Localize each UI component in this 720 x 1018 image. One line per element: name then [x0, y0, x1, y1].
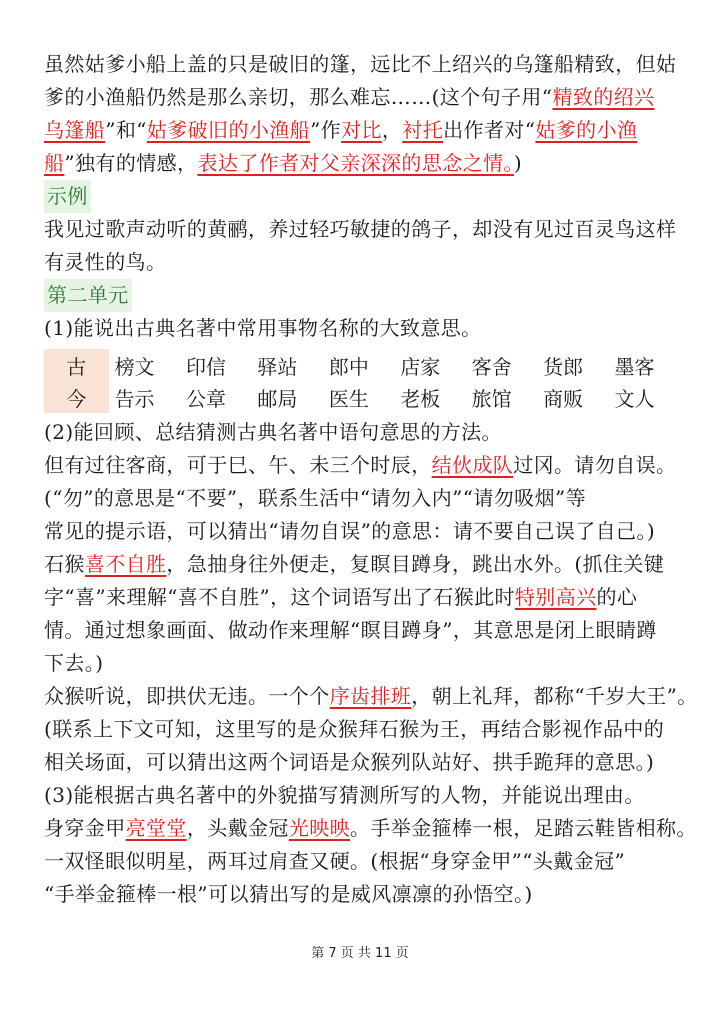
text-line — [44, 581, 680, 614]
highlighted-text: 序齿排班 — [329, 684, 412, 708]
highlighted-text: 精致的绍兴 — [552, 85, 655, 109]
word-cell: 郎中 — [328, 354, 369, 379]
text-segment: 。手举金箍棒一根，足踏云鞋皆相称。 — [350, 816, 697, 840]
ancient-modern-word-table — [44, 349, 680, 413]
highlighted-text: 特别高兴 — [514, 585, 597, 609]
text-line — [44, 81, 680, 114]
text-segment: 出作者对“ — [443, 118, 536, 142]
highlighted-text: 姑爹的小渔 — [535, 118, 638, 142]
highlighted-text: 结伙成队 — [431, 453, 514, 477]
word-cell: 文人 — [614, 386, 655, 411]
text-line — [44, 312, 680, 345]
text-segment: (1)能说出古典名著中常用事物名称的大致意思。 — [44, 316, 482, 340]
text-line — [44, 482, 680, 515]
word-cell: 印信 — [185, 354, 226, 379]
text-segment: 虽然姑爹小船上盖的只是破旧的篷，远比不上绍兴的乌篷船精致，但姑 — [44, 52, 677, 76]
text-segment: 过冈。请勿自误。 — [513, 453, 677, 477]
word-cell: 邮局 — [257, 386, 298, 411]
highlighted-text: 亮堂堂 — [125, 816, 187, 840]
text-segment: 爹的小渔船仍然是那么亲切，那么难忘……(这个句子用“ — [44, 85, 553, 109]
text-segment: 下去。) — [44, 651, 104, 675]
text-line — [44, 48, 680, 81]
text-segment: (2)能回顾、总结猜测古典名著中语句意思的方法。 — [44, 420, 502, 444]
text-line — [44, 647, 680, 680]
text-segment: 众猴听说，即拱伏无违。一个个 — [44, 684, 330, 708]
text-line — [44, 246, 680, 279]
text-segment: “手举金箍棒一根”可以猜出写的是威风凛凛的孙悟空。) — [44, 882, 533, 906]
highlighted-text: 姑爹破旧的小渔船 — [146, 118, 311, 142]
paragraph-example — [44, 213, 680, 279]
text-line — [44, 614, 680, 647]
word-table-row — [44, 381, 680, 413]
word-cell: 旅馆 — [471, 386, 512, 411]
text-line — [44, 779, 680, 812]
text-segment: (“勿”的意思是“不要”，联系生活中“请勿入内”“请勿吸烟”等 — [44, 486, 586, 510]
text-segment: ”和“ — [105, 118, 147, 142]
highlighted-text: 衬托 — [402, 118, 444, 142]
highlighted-text: 船 — [44, 151, 65, 175]
page-content — [44, 48, 698, 911]
heading-unit-row — [44, 279, 680, 312]
text-line — [44, 548, 680, 581]
row-label: 古 — [44, 349, 109, 381]
text-segment: ”独有的情感， — [64, 151, 198, 175]
heading-example-row — [44, 180, 680, 213]
word-cell: 店家 — [400, 354, 441, 379]
text-segment: 我见过歌声动听的黄鹂，养过轻巧敏捷的鸽子，却没有见过百灵鸟这样 — [44, 217, 677, 241]
text-segment: 常见的提示语，可以猜出“请勿自误”的意思：请不要自己误了自己。) — [44, 519, 656, 543]
text-segment: (联系上下文可知，这里写的是众猴拜石猴为王，再结合影视作品中的 — [44, 717, 665, 741]
text-segment: 一双怪眼似明星，两耳过肩查又硬。(根据“身穿金甲”“头戴金冠” — [44, 849, 626, 873]
text-segment: 字“喜”来理解“喜不自胜”，这个词语写出了石猴此时 — [44, 585, 515, 609]
text-segment: 有灵性的鸟。 — [44, 250, 167, 274]
text-segment: 身穿金甲 — [44, 816, 126, 840]
word-cell: 老板 — [400, 386, 441, 411]
word-cell: 驿站 — [257, 354, 298, 379]
heading-unit-two: 第二单元 — [44, 279, 132, 312]
text-line — [44, 114, 680, 147]
highlighted-text: 光映映 — [288, 816, 351, 840]
text-segment: ，急抽身往外便走，复瞑目蹲身，跳出水外。(抓住关键 — [166, 552, 665, 576]
text-segment: ，头戴金冠 — [186, 816, 289, 840]
text-segment: 石猴 — [44, 552, 85, 576]
text-line — [44, 812, 697, 845]
word-table-row — [44, 349, 680, 381]
word-cell: 医生 — [328, 386, 369, 411]
highlighted-text: 表达了作者对父亲深深的思念之情。 — [197, 151, 514, 175]
text-line — [44, 147, 680, 180]
word-cell: 商贩 — [543, 386, 584, 411]
paragraph-methods — [44, 416, 698, 911]
paragraph-boat — [44, 48, 680, 180]
text-line — [44, 845, 680, 878]
point-one — [44, 312, 680, 345]
text-segment: (3)能根据古典名著中的外貌描写猜测所写的人物，并能说出理由。 — [44, 783, 645, 807]
word-cell: 告示 — [114, 386, 155, 411]
word-cell: 榜文 — [114, 354, 155, 379]
text-line — [44, 515, 680, 548]
text-segment: ，朝上礼拜，都称“千岁大王”。 — [411, 684, 698, 708]
text-line — [44, 746, 680, 779]
word-cell: 客舍 — [471, 354, 512, 379]
word-cell: 墨客 — [614, 354, 655, 379]
highlighted-text: 乌篷船 — [44, 118, 106, 142]
word-cell: 货郎 — [543, 354, 584, 379]
text-segment: 的心 — [596, 585, 638, 609]
text-segment: 情。通过想象画面、做动作来理解“瞑目蹲身”，其意思是闭上眼睛蹲 — [44, 618, 657, 642]
text-line — [44, 713, 680, 746]
highlighted-text: 对比 — [341, 118, 382, 142]
text-segment: 但有过往客商，可于巳、午、未三个时辰， — [44, 453, 432, 477]
text-line — [44, 213, 680, 246]
text-line — [44, 449, 680, 482]
page-footer: 第 7 页 共 11 页 — [311, 946, 409, 961]
text-segment: 相关场面，可以猜出这两个词语是众猴列队站好、拱手跪拜的意思。) — [44, 750, 655, 774]
heading-example: 示例 — [44, 180, 91, 213]
text-line — [44, 680, 698, 713]
text-line — [44, 416, 680, 449]
text-line — [44, 878, 680, 911]
text-segment: ”作 — [310, 118, 342, 142]
text-segment: ， — [381, 118, 403, 142]
word-cell: 公章 — [185, 386, 226, 411]
highlighted-text: 喜不自胜 — [84, 552, 167, 576]
text-segment: ) — [513, 151, 523, 175]
row-label: 今 — [44, 381, 109, 413]
